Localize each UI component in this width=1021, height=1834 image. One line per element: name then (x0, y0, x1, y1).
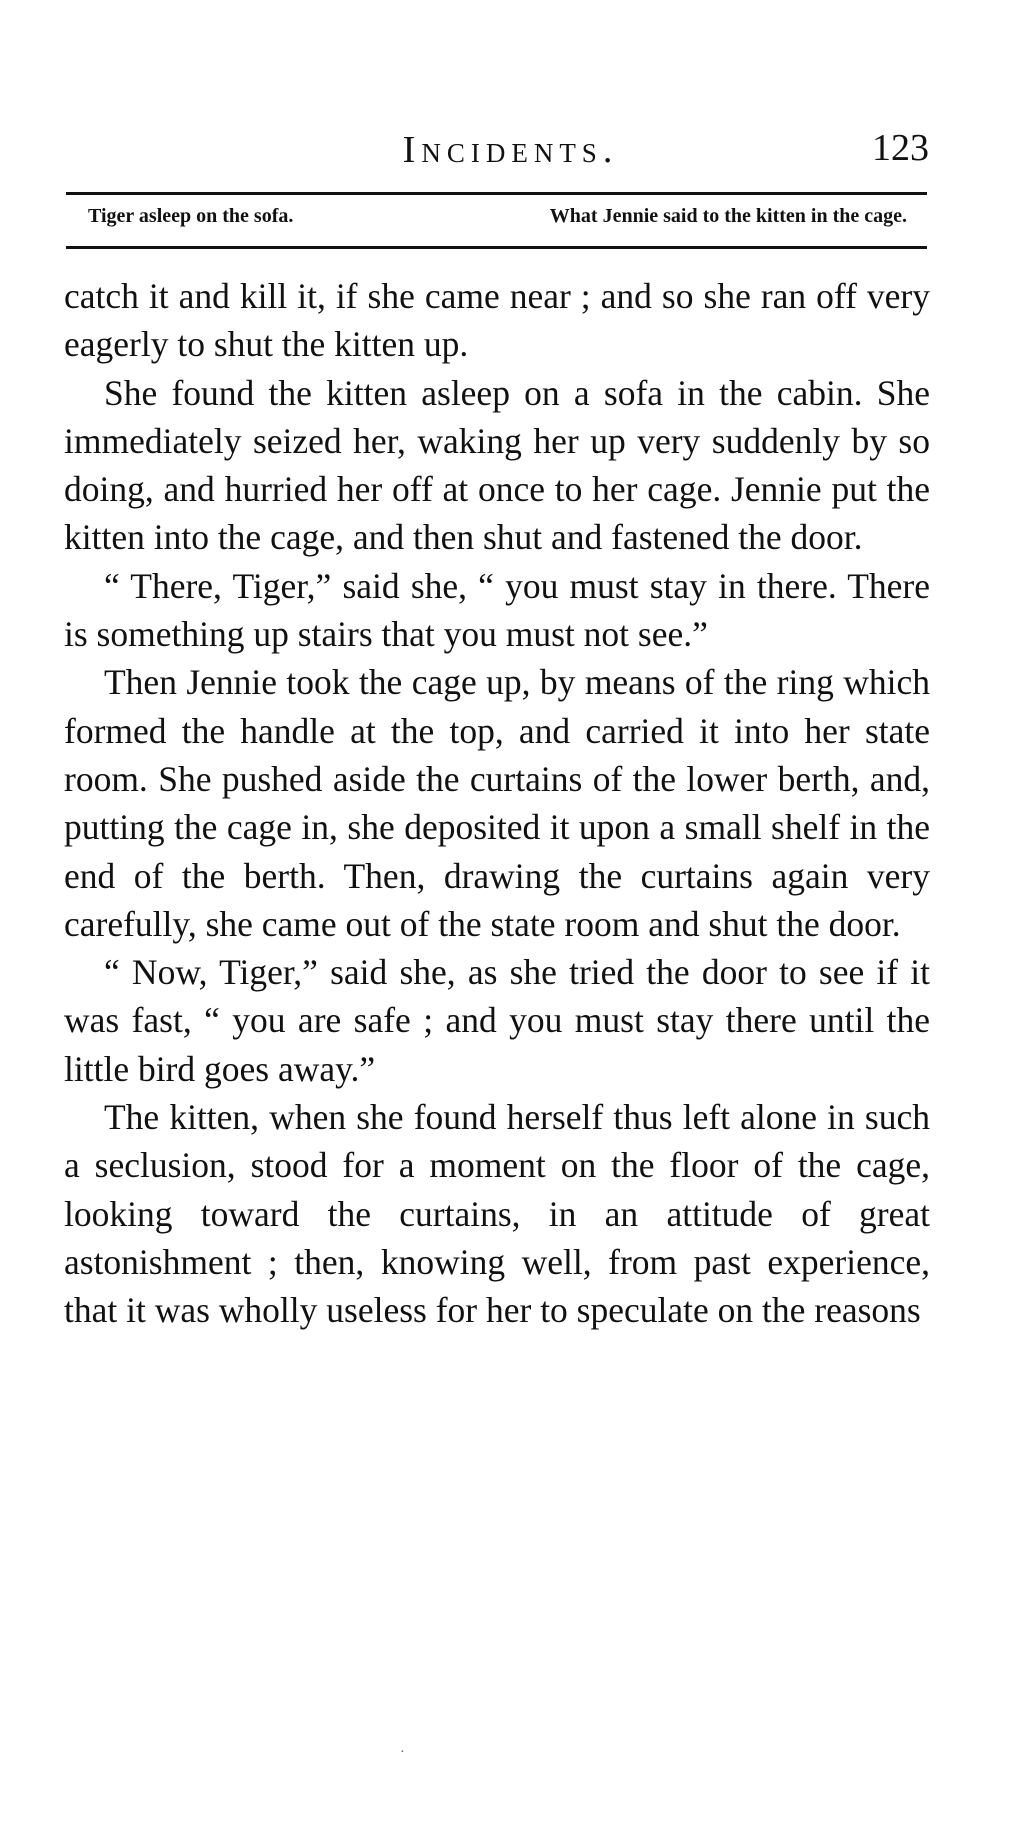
paragraph: Then Jennie took the cage up, by means of the ring which formed the handle at the top, and carried it into her state room. She pushed aside the curtains of the lower berth, and, putting the cage in, she deposited it upon a small shelf in the end of the berth. Then, drawing the curtains again very carefully, she came out of the state room and shut the door. (64, 662, 930, 944)
stray-ink-mark: · (400, 1745, 405, 1760)
subhead-left: Tiger asleep on the sofa. (88, 205, 294, 227)
paragraph: “ Now, Tiger,” said she, as she tried the door to see if it was fast, “ you are safe ; and you must stay there until the little bird goes away.” (64, 952, 930, 1089)
running-title: Incidents. (402, 129, 619, 171)
subhead-right: What Jennie said to the kitten in the cage. (549, 205, 907, 227)
body-text (64, 272, 930, 1335)
page-number: 123 (872, 127, 929, 169)
subheads-row (66, 205, 927, 239)
paragraph: The kitten, when she found herself thus left alone in such a seclusion, stood for a moment on the floor of the cage, looking toward the curtains, in an attitude of great astonishment ; then, knowing well, from past experience, that it was wholly useless for her to speculate on the reasons (64, 1097, 930, 1331)
paragraph: She found the kitten asleep on a sofa in the cabin. She immediately seized her, waking her up very suddenly by so doing, and hurried her off at once to her cage. Jennie put the kitten into the cage, and then shut and fastened the door. (64, 372, 930, 558)
header-bottom-rule (66, 246, 927, 249)
header-top-rule (66, 192, 927, 195)
paragraph: “ There, Tiger,” said she, “ you must stay in there. There is something up stairs that you must not see.” (64, 565, 930, 655)
paragraph: catch it and kill it, if she came near ; and so she ran off very eagerly to shut the kitten up. (64, 276, 930, 365)
